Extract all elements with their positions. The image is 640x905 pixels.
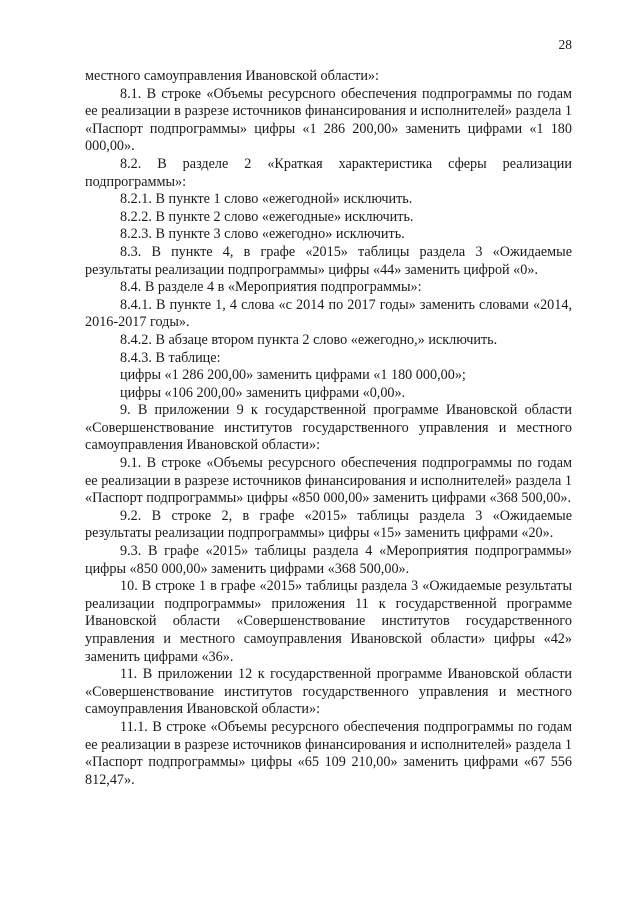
paragraph: 10. В строке 1 в графе «2015» таблицы раздела 3 «Ожидаемые результаты реализации подпрограммы» приложения 11 к государственной программе Ивановской области «Совершенствование институтов государственного управления и местного самоуправления Ивановской области» цифры «42» заменить цифрами «36». (85, 578, 572, 665)
paragraph: 11.1. В строке «Объемы ресурсного обеспечения подпрограммы по годам ее реализации в разрезе источников финансирования и исполнителей» раздела 1 «Паспорт подпрограммы» цифры «65 109 210,00» заменить цифрами «67 556 812,47». (85, 718, 572, 788)
paragraph: 9.3. В графе «2015» таблицы раздела 4 «Мероприятия подпрограммы» цифры «850 000,00» заменить цифрами «368 500,00». (85, 543, 572, 577)
paragraph: 9.1. В строке «Объемы ресурсного обеспечения подпрограммы по годам ее реализации в разрезе источников финансирования и исполнителей» раздела 1 «Паспорт подпрограммы» цифры «850 000,00» заменить цифрами «368 500,00». (85, 455, 572, 507)
paragraph: 9.2. В строке 2, в графе «2015» таблицы раздела 3 «Ожидаемые результаты реализации подпрограммы» цифры «15» заменить цифрами «20». (85, 507, 572, 542)
paragraph: 8.4.1. В пункте 1, 4 слова «с 2014 по 2017 годы» заменить словами «2014, 2016-2017 годы». (85, 296, 572, 331)
paragraph: 8.4. В разделе 4 в «Мероприятия подпрограммы»: (120, 279, 422, 296)
paragraph: 8.2.1. В пункте 1 слово «ежегодной» исключить. (120, 191, 413, 208)
paragraph: местного самоуправления Ивановской области»: (85, 68, 379, 84)
paragraph: 8.2. В разделе 2 «Краткая характеристика сферы реализации подпрограммы»: (85, 155, 572, 190)
paragraph: 11. В приложении 12 к государственной программе Ивановской области «Совершенствование институтов государственного управления и местного самоуправления Ивановской области»: (85, 666, 572, 718)
paragraph: 8.3. В пункте 4, в графе «2015» таблицы раздела 3 «Ожидаемые результаты реализации подпрограммы» цифры «44» заменить цифрой «0». (85, 243, 572, 278)
paragraph: цифры «106 200,00» заменить цифрами «0,00». (120, 384, 406, 401)
paragraph: 8.2.2. В пункте 2 слово «ежегодные» исключить. (120, 208, 414, 225)
page-number: 28 (558, 37, 572, 52)
paragraph: 9. В приложении 9 к государственной программе Ивановской области «Совершенствование институтов государственного управления и местного самоуправления Ивановской области»: (85, 402, 572, 454)
paragraph: цифры «1 286 200,00» заменить цифрами «1 180 000,00»; (120, 367, 466, 384)
paragraph: 8.4.2. В абзаце втором пункта 2 слово «ежегодно,» исключить. (120, 331, 498, 348)
paragraph: 8.2.3. В пункте 3 слово «ежегодно» исключить. (120, 226, 405, 243)
document-body (85, 68, 572, 789)
paragraph: 8.4.3. В таблице: (120, 349, 221, 366)
paragraph: 8.1. В строке «Объемы ресурсного обеспечения подпрограммы по годам ее реализации в разрезе источников финансирования и исполнителей» раздела 1 «Паспорт подпрограммы» цифры «1 286 200,00» заменить цифрами «1 180 000,00». (85, 85, 572, 155)
